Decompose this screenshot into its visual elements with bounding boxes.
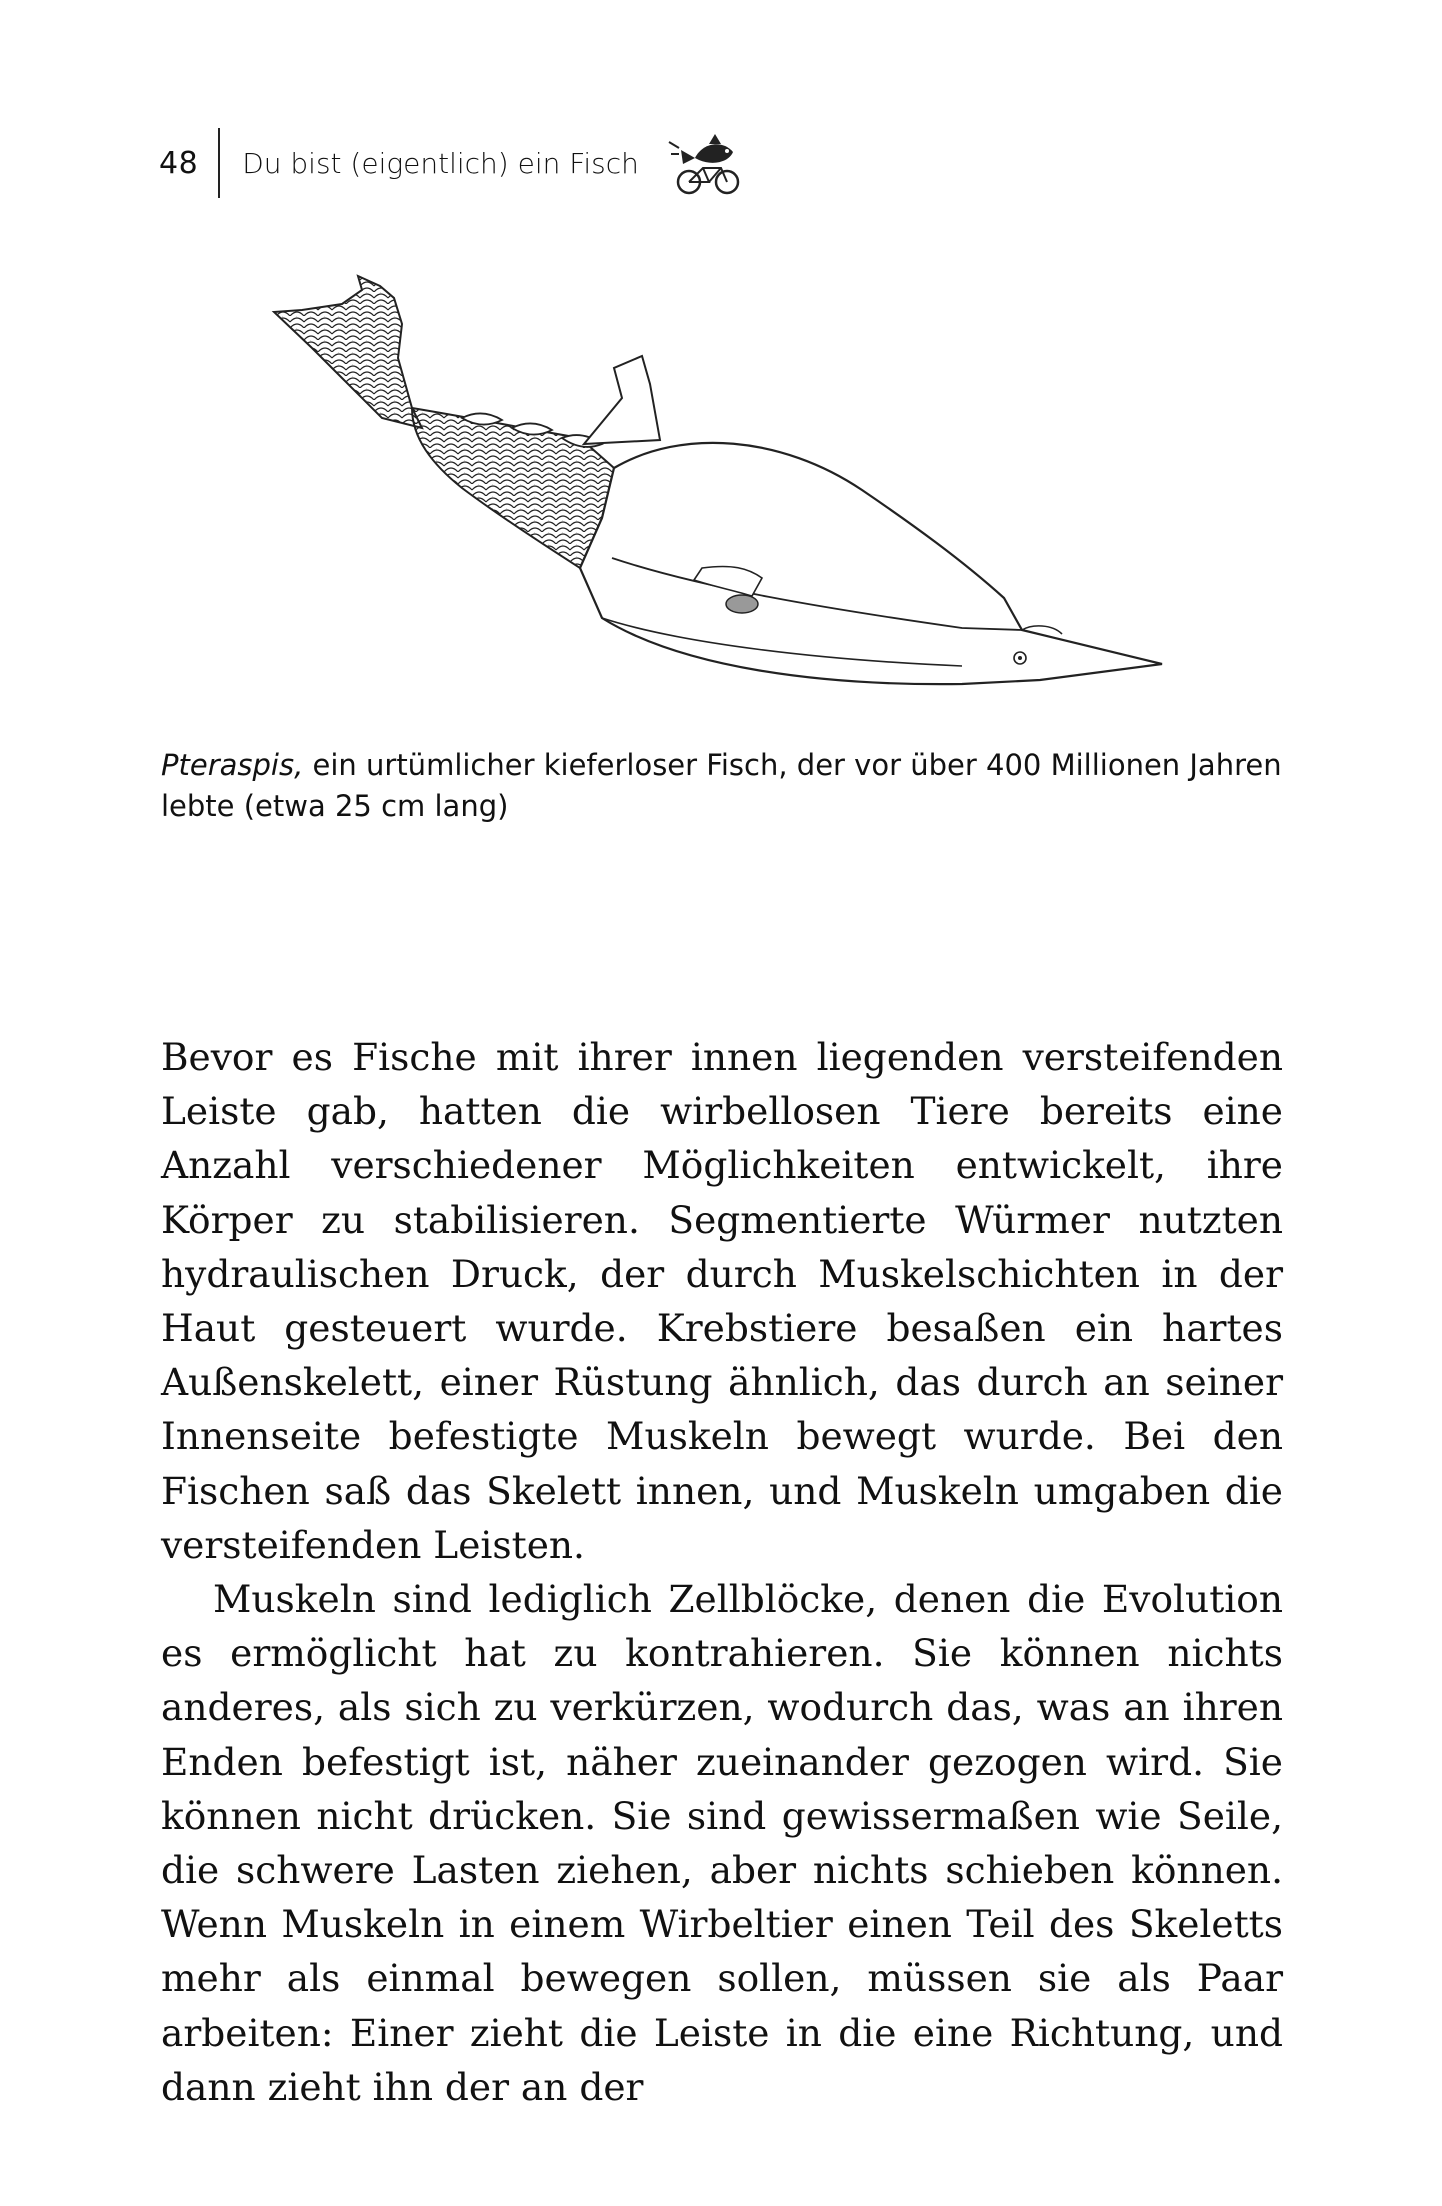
body-text [161, 1030, 1283, 2114]
running-title: Du bist (eigentlich) ein Fisch [242, 146, 639, 180]
header-divider [218, 128, 220, 198]
figure-caption [161, 745, 1283, 827]
caption-species: Pteraspis, [161, 748, 304, 782]
paragraph: Muskeln sind lediglich Zellblöcke, denen die Evolution es ermöglicht hat zu kontrahieren. Sie können nichts anderes, als sich zu verkürzen, wodurch das, was an ihren Enden befestigt ist, näher zueinander gezogen wird. Sie können nicht drücken. Sie sind gewissermaßen wie Seile, die schwere Lasten ziehen, aber nichts schieben können. Wenn Muskeln in einem Wirbeltier einen Teil des Skeletts mehr als einmal bewegen sollen, müssen sie als Paar arbeiten: Einer zieht die Leiste in die eine Richtung, und dann zieht ihn der an der [161, 1577, 1283, 2109]
pteraspis-illustration [262, 268, 1178, 708]
page-number: 48 [159, 145, 199, 181]
fish-on-bicycle-icon [665, 128, 749, 198]
caption-text: ein urtümlicher kieferloser Fisch, der vor über 400 Millionen Jahren lebte (etwa 25 cm lang) [161, 748, 1282, 823]
running-header [159, 128, 749, 198]
paragraph: Bevor es Fische mit ihrer innen liegenden versteifenden Leiste gab, hatten die wirbellosen Tiere bereits eine Anzahl verschiedener Möglichkeiten entwickelt, ihre Körper zu stabilisieren. Segmentierte Würmer nutzten hydraulischen Druck, der durch Muskelschichten in der Haut gesteuert wurde. Krebstiere besaßen ein hartes Außenskelett, einer Rüstung ähnlich, das durch an seiner Innenseite befestigte Muskeln bewegt wurde. Bei den Fischen saß das Skelett innen, und Muskeln umgaben die versteifenden Leisten. [161, 1035, 1283, 1567]
